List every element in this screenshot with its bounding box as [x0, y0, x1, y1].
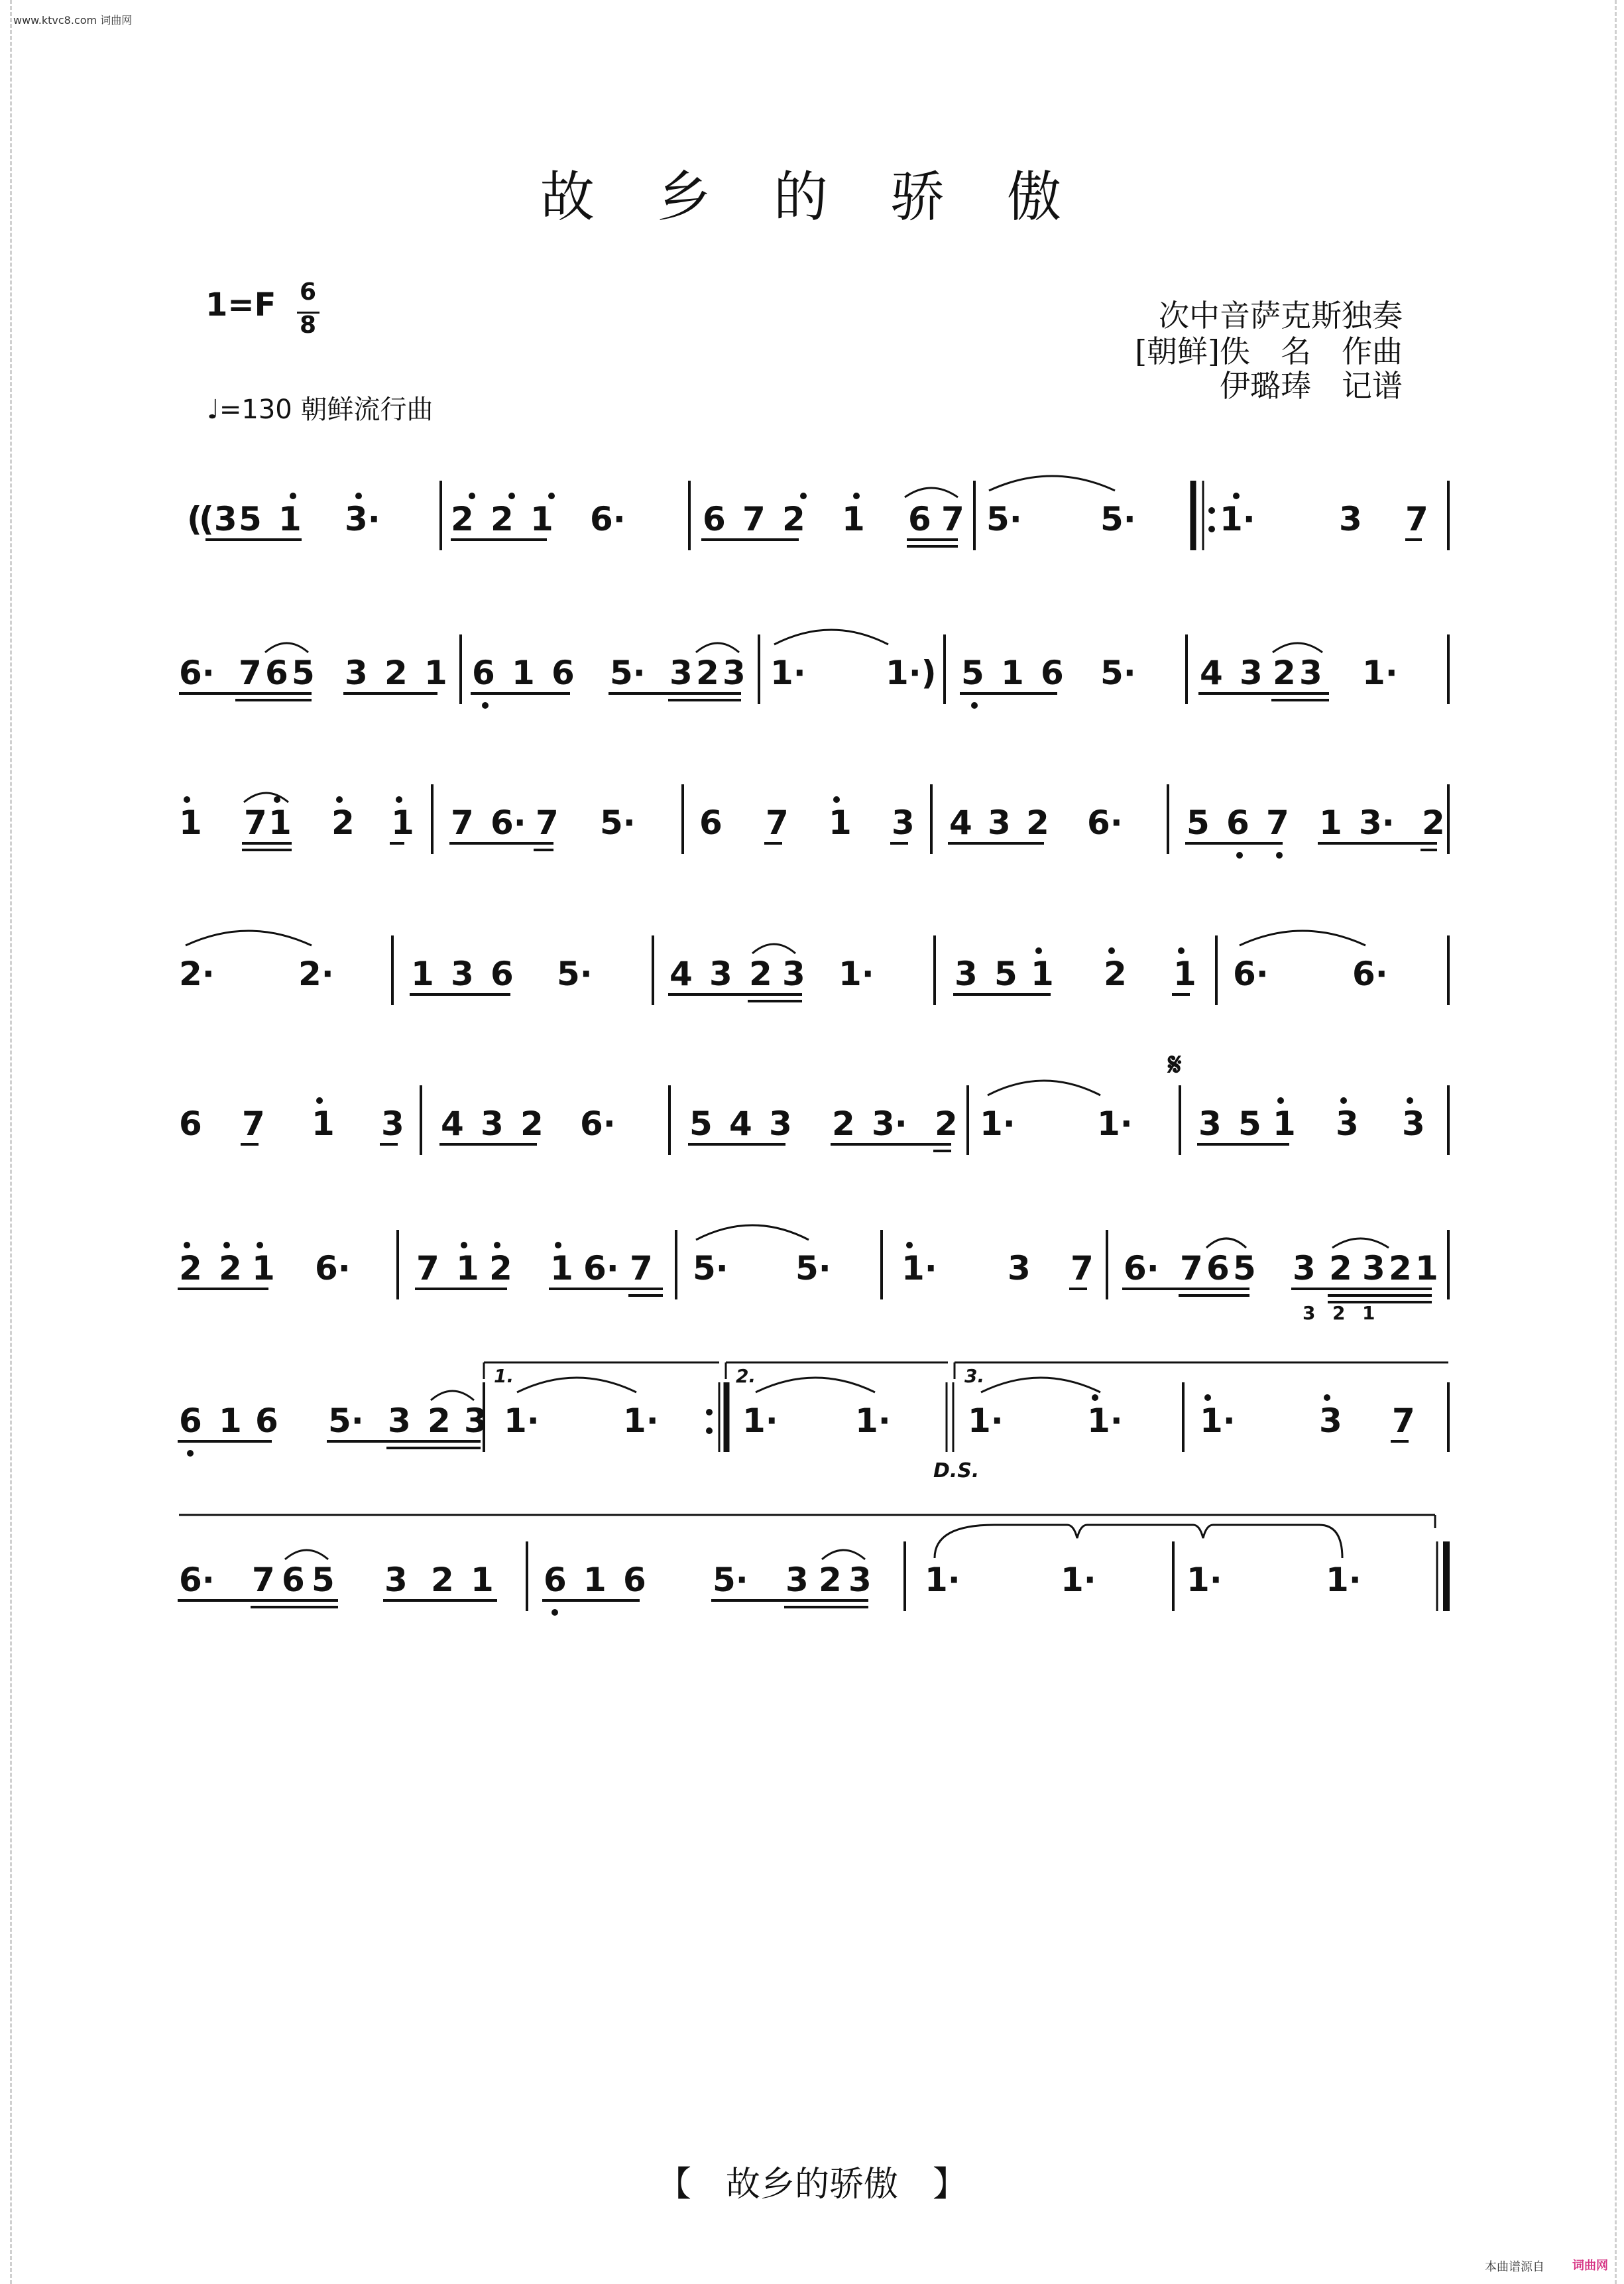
low-dot: [482, 702, 489, 709]
r3-note: 2: [1422, 804, 1445, 842]
r3-note: 6·: [491, 804, 526, 842]
r7-note: 1·: [1087, 1402, 1123, 1440]
r4-note: 6·: [1352, 955, 1388, 993]
r4-note: 1·: [839, 955, 874, 993]
tie-arc: [431, 1391, 474, 1400]
high-dot: [906, 1242, 913, 1248]
repeat-dot: [1208, 526, 1215, 532]
r8-note: 5·: [713, 1561, 748, 1599]
r3-note: 1: [391, 804, 414, 842]
r2-note: 5: [961, 654, 984, 692]
key-signature: 1=F: [205, 286, 276, 324]
r2-note: 6: [1041, 654, 1064, 692]
credit-instrument: 次中音萨克斯独奏: [1159, 298, 1403, 333]
ending-number: 2.: [736, 1365, 756, 1387]
r2-note: 6: [551, 654, 575, 692]
r3-note: 7: [766, 804, 789, 842]
r6-note: 1: [1415, 1249, 1438, 1288]
high-dot: [336, 796, 343, 803]
r6-note: 2: [219, 1249, 242, 1288]
tie-arc: [752, 944, 795, 953]
r6-note: 1: [456, 1249, 479, 1288]
r2-note: 3: [1299, 654, 1322, 692]
r7-note: 3: [464, 1402, 487, 1440]
high-dot: [316, 1097, 323, 1104]
r3-note: 1: [1319, 804, 1342, 842]
r8-note: 6: [544, 1561, 567, 1599]
r7-note: 1·: [504, 1402, 540, 1440]
r7-note: 2: [428, 1402, 451, 1440]
r8-note: 6: [623, 1561, 646, 1599]
r2-note: 6: [265, 654, 288, 692]
meter-top: 6: [300, 278, 317, 306]
r8-note: 1·: [925, 1561, 960, 1599]
r7-note: 7: [1392, 1402, 1415, 1440]
r6-note: 1: [252, 1249, 275, 1288]
r1-note: 3·: [345, 500, 380, 538]
r6-note: 3: [1293, 1249, 1316, 1288]
r1-note: 2: [782, 500, 805, 538]
high-dot: [396, 796, 402, 803]
r4-note: 6·: [1233, 955, 1269, 993]
r7-note: 5·: [328, 1402, 364, 1440]
r3-note: 7: [451, 804, 474, 842]
r8-note: 7: [252, 1561, 275, 1599]
tie-arc: [774, 630, 888, 644]
r2-note: 2: [1273, 654, 1296, 692]
r3-note: 7: [1266, 804, 1289, 842]
r3-note: 7: [536, 804, 559, 842]
tie-arc: [1206, 1238, 1246, 1248]
r4-note: 2: [749, 955, 772, 993]
ending-number: 1.: [494, 1365, 514, 1387]
source-logo[interactable]: 词曲网: [1572, 2259, 1608, 2273]
r1-note: 5: [239, 500, 262, 538]
r2-note: 6: [472, 654, 495, 692]
high-dot: [1407, 1097, 1413, 1104]
high-dot: [1204, 1394, 1211, 1401]
high-dot: [1035, 947, 1042, 954]
long-tie-arc: [935, 1525, 1342, 1558]
r2-note: 5·: [610, 654, 646, 692]
credit-composer: [朝鲜]佚 名 作曲: [1135, 333, 1403, 369]
r2-note: 3: [1240, 654, 1263, 692]
high-dot: [1108, 947, 1115, 954]
r2-note: 3: [345, 654, 368, 692]
tie-arc: [244, 793, 288, 802]
r2-note: 2: [384, 654, 408, 692]
tie-arc: [696, 643, 739, 652]
tie-arc: [517, 1378, 636, 1392]
high-dot: [508, 493, 515, 499]
r5-note: 3: [769, 1105, 792, 1143]
r7-note: 1·: [968, 1402, 1004, 1440]
high-dot: [1233, 493, 1240, 499]
r6-note: 7: [1180, 1249, 1203, 1288]
r1-note: 6: [908, 500, 931, 538]
r7-note: 1·: [1200, 1402, 1236, 1440]
r1-note: 7: [1405, 500, 1428, 538]
tie-arc: [1332, 1238, 1389, 1248]
r5-note: 2: [520, 1105, 544, 1143]
r6-note: 7: [630, 1249, 653, 1288]
r3-note: 6: [699, 804, 723, 842]
high-dot: [1340, 1097, 1347, 1104]
r6-note: 2: [1329, 1249, 1352, 1288]
r6-note: 5·: [693, 1249, 728, 1288]
tie-arc: [905, 488, 958, 497]
r2-note: 1·): [886, 654, 937, 692]
r1-note: 1·: [1220, 500, 1255, 538]
r1-note: 6·: [590, 500, 626, 538]
r4-note: 2: [1104, 955, 1127, 993]
high-dot: [1277, 1097, 1284, 1104]
r3-note: 1: [268, 804, 292, 842]
r2-note: 3: [669, 654, 693, 692]
r8-note: 1·: [1061, 1561, 1096, 1599]
tie-arc: [988, 1081, 1100, 1095]
r7-note: 1·: [855, 1402, 891, 1440]
credit-transcriber: 伊璐琫 记谱: [1220, 368, 1403, 404]
r4-note: 2·: [298, 955, 334, 993]
r1-note: 7: [941, 500, 964, 538]
r6-note: 1·: [901, 1249, 937, 1288]
high-dot: [1092, 1394, 1098, 1401]
r4-note: 3: [709, 955, 732, 993]
high-dot: [461, 1242, 467, 1248]
source-text: 本曲谱源自: [1485, 2260, 1544, 2274]
high-dot: [494, 1242, 500, 1248]
tie-arc: [1273, 643, 1322, 652]
high-dot: [1324, 1394, 1330, 1401]
high-dot: [833, 796, 840, 803]
r8-note: 3: [384, 1561, 408, 1599]
r1-note: 1: [278, 500, 302, 538]
footer-title: 【 故乡的骄傲 】: [656, 2165, 967, 2204]
r1-note: 6: [703, 500, 726, 538]
r5-note: 4: [441, 1105, 464, 1143]
r5-note: 5: [1238, 1105, 1261, 1143]
r6-small-note: 3: [1303, 1302, 1316, 1324]
r3-note: 3·: [1359, 804, 1395, 842]
high-dot: [555, 1242, 561, 1248]
repeat-dot: [706, 1409, 713, 1415]
meter-bottom: 8: [300, 312, 317, 339]
paren: (: [187, 500, 202, 538]
repeat-dot: [1208, 507, 1215, 514]
r6-note: 2: [489, 1249, 512, 1288]
r3-note: 3: [988, 804, 1011, 842]
r2-note: 1·: [770, 654, 806, 692]
r8-note: 1: [583, 1561, 607, 1599]
r6-note: 2: [179, 1249, 202, 1288]
low-dot: [187, 1450, 194, 1457]
low-dot: [551, 1609, 558, 1616]
tie-arc: [756, 1378, 875, 1392]
r7-note: 3: [1319, 1402, 1342, 1440]
r6-note: 5: [1233, 1249, 1256, 1288]
r2-note: 1: [424, 654, 447, 692]
r1-note: 3: [1339, 500, 1362, 538]
r2-note: 5·: [1100, 654, 1136, 692]
repeat-dot: [706, 1427, 713, 1434]
site-url[interactable]: www.ktvc8.com 词曲网: [13, 14, 133, 27]
r7-note: 1: [219, 1402, 242, 1440]
tie-arc: [265, 643, 308, 652]
r7-note: 1·: [623, 1402, 659, 1440]
high-dot: [548, 493, 555, 499]
r5-note: 3·: [872, 1105, 907, 1143]
r4-note: 1: [1173, 955, 1196, 993]
r6-note: 6·: [315, 1249, 351, 1288]
tempo-marking: ♩=130 朝鲜流行曲: [207, 394, 434, 425]
low-dot: [1236, 852, 1243, 859]
r8-note: 2: [819, 1561, 842, 1599]
r8-note: 1·: [1187, 1561, 1222, 1599]
r6-note: 6: [1206, 1249, 1230, 1288]
r5-note: 3: [481, 1105, 504, 1143]
r3-note: 5·: [600, 804, 636, 842]
tie-arc: [696, 1225, 809, 1240]
r8-note: 1: [471, 1561, 494, 1599]
r5-note: 3: [381, 1105, 404, 1143]
r8-note: 6·: [179, 1561, 215, 1599]
segno-sign: 𝄋: [1168, 1046, 1182, 1083]
r5-note: 6·: [580, 1105, 616, 1143]
r7-note: 6: [255, 1402, 278, 1440]
r2-note: 1·: [1362, 654, 1398, 692]
r8-note: 1·: [1326, 1561, 1362, 1599]
high-dot: [800, 493, 807, 499]
r5-note: 1: [312, 1105, 335, 1143]
r5-note: 3: [1198, 1105, 1222, 1143]
r2-note: 5: [292, 654, 315, 692]
low-dot: [1276, 852, 1283, 859]
r2-note: 7: [239, 654, 262, 692]
r4-note: 6: [491, 955, 514, 993]
r8-note: 3: [848, 1561, 872, 1599]
high-dot: [184, 796, 190, 803]
r5-note: 7: [242, 1105, 265, 1143]
r4-note: 3: [955, 955, 978, 993]
r2-note: 6·: [179, 654, 215, 692]
r5-note: 3: [1336, 1105, 1359, 1143]
r8-note: 2: [431, 1561, 454, 1599]
r5-note: 5: [689, 1105, 713, 1143]
tie-arc: [989, 476, 1115, 491]
r6-note: 7: [1071, 1249, 1094, 1288]
r6-note: 3: [1362, 1249, 1385, 1288]
r5-note: 6: [179, 1105, 202, 1143]
r5-note: 2: [832, 1105, 855, 1143]
r4-note: 5·: [557, 955, 593, 993]
high-dot: [223, 1242, 230, 1248]
r4-note: 3: [451, 955, 474, 993]
r3-note: 2: [331, 804, 355, 842]
tie-arc: [822, 1550, 865, 1559]
tie-arc: [186, 931, 312, 945]
r2-note: 1: [512, 654, 535, 692]
r4-note: 1: [411, 955, 434, 993]
r3-note: 7: [244, 804, 267, 842]
r5-note: 1: [1273, 1105, 1296, 1143]
r3-note: 6·: [1087, 804, 1123, 842]
song-title: 故 乡 的 骄 傲: [540, 166, 1084, 229]
r1-note: 5·: [986, 500, 1022, 538]
r3-note: 6: [1226, 804, 1249, 842]
r3-note: 3: [892, 804, 915, 842]
r4-note: 5: [994, 955, 1017, 993]
r6-note: 3: [1008, 1249, 1031, 1288]
r7-note: 1·: [742, 1402, 778, 1440]
r1-note: 1: [842, 500, 865, 538]
low-dot: [971, 702, 978, 709]
r1-note: 1: [530, 500, 553, 538]
r6-note: 6·: [1124, 1249, 1159, 1288]
r2-note: 3: [723, 654, 746, 692]
r1-note: 5·: [1100, 500, 1136, 538]
r5-note: 1·: [1097, 1105, 1133, 1143]
r1-note: 7: [742, 500, 766, 538]
r3-note: 1: [829, 804, 852, 842]
r3-note: 1: [179, 804, 202, 842]
r6-note: 5·: [795, 1249, 831, 1288]
tie-arc: [1240, 931, 1365, 945]
r1-note: 2: [451, 500, 474, 538]
r2-note: 1: [1001, 654, 1024, 692]
r4-note: 1: [1031, 955, 1054, 993]
high-dot: [1178, 947, 1185, 954]
r5-note: 4: [729, 1105, 752, 1143]
r6-note: 2: [1389, 1249, 1412, 1288]
r2-note: 2: [696, 654, 719, 692]
r4-note: 3: [782, 955, 805, 993]
r1-note: 2: [491, 500, 514, 538]
r2-note: 4: [1200, 654, 1223, 692]
r8-note: 3: [785, 1561, 809, 1599]
high-dot: [469, 493, 475, 499]
r7-note: 3: [388, 1402, 411, 1440]
ds-marking: D.S.: [933, 1459, 980, 1482]
high-dot: [290, 493, 296, 499]
high-dot: [257, 1242, 263, 1248]
r6-note: 1: [550, 1249, 573, 1288]
r8-note: 6: [282, 1561, 305, 1599]
tie-arc: [981, 1378, 1100, 1392]
r6-small-note: 1: [1362, 1302, 1375, 1324]
high-dot: [184, 1242, 190, 1248]
r5-note: 1·: [980, 1105, 1015, 1143]
r6-note: 6·: [583, 1249, 619, 1288]
ending-number: 3.: [964, 1365, 985, 1387]
r3-note: 2: [1026, 804, 1049, 842]
r5-note: 3: [1402, 1105, 1425, 1143]
r3-note: 4: [949, 804, 972, 842]
r8-note: 5: [312, 1561, 335, 1599]
r4-note: 4: [669, 955, 693, 993]
r7-note: 6: [179, 1402, 202, 1440]
r6-note: 7: [416, 1249, 439, 1288]
r1-note: (3: [199, 500, 237, 538]
r5-note: 2: [935, 1105, 958, 1143]
high-dot: [853, 493, 860, 499]
r4-note: 2·: [179, 955, 215, 993]
tie-arc: [285, 1550, 328, 1559]
r3-note: 5: [1187, 804, 1210, 842]
high-dot: [355, 493, 362, 499]
r6-small-note: 2: [1332, 1302, 1346, 1324]
